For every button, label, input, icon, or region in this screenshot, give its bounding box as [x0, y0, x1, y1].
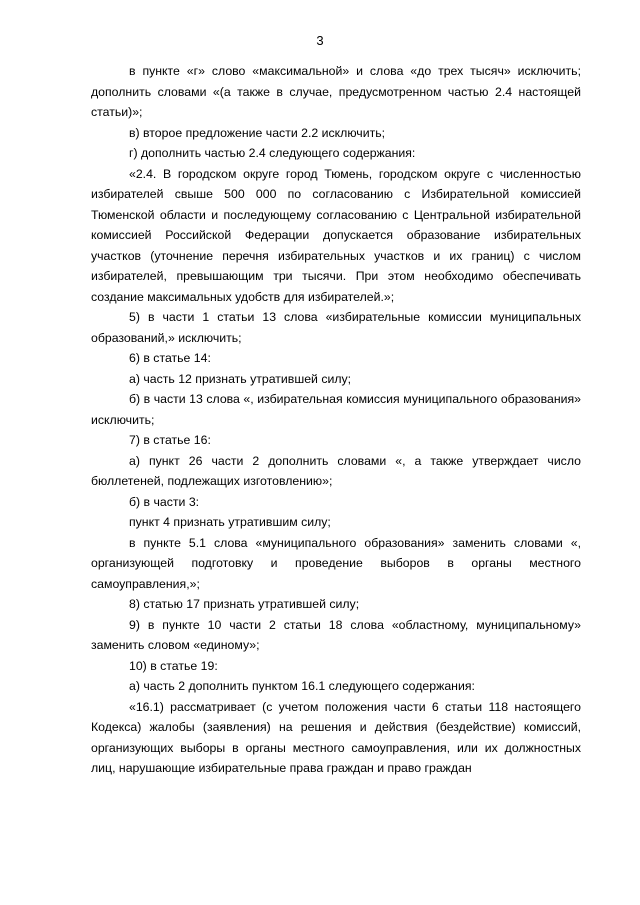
paragraph: г) дополнить частью 2.4 следующего содержания: — [129, 146, 416, 160]
paragraph: б) в части 13 слова «, избирательная комиссия муниципального образования» исключить; — [91, 392, 581, 427]
paragraph: 7) в статье 16: — [129, 433, 211, 447]
page-number: 3 — [316, 33, 324, 48]
paragraph: пункт 4 признать утратившим силу; — [129, 515, 331, 529]
paragraph: а) часть 2 дополнить пунктом 16.1 следующего содержания: — [129, 679, 475, 693]
document-body — [91, 61, 581, 779]
paragraph: а) часть 12 признать утратившей силу; — [129, 371, 352, 386]
paragraph: в пункте «г» слово «максимальной» и слова «до трех тысяч» исключить; дополнить словами «(а также в случае, предусмотренном частью 2.4 настоящей статьи)»; — [91, 64, 581, 119]
paragraph: а) пункт 26 части 2 дополнить словами «, а также утверждает число бюллетеней, подлежащих изготовлению»; — [91, 453, 581, 488]
paragraph: 10) в статье 19: — [129, 658, 218, 673]
paragraph: «2.4. В городском округе город Тюмень, городском округе с численностью избирателей свыше 500 000 по согласованию с Избирательной комиссией Тюменской области и последующему согласованию с Центральной избирательной комиссией Российской Федерации допускается образование избирательных участков (уточнение перечня избирательных участков и их границ) с числом избирателей, превышающим три тысячи. При этом необходимо обеспечивать создание максимальных удобств для избирателей.»; — [91, 166, 581, 304]
paragraph: в пункте 5.1 слова «муниципального образования» заменить словами «, организующей подготовку и проведение выборов в органы местного самоуправления,»; — [91, 535, 581, 591]
paragraph: 8) статью 17 признать утратившей силу; — [129, 597, 360, 611]
paragraph: «16.1) рассматривает (с учетом положения части 6 статьи 118 настоящего Кодекса) жалобы (заявления) на решения и действия (бездействие) комиссий, организующих выборы в органы местного самоуправления, или их должностных лиц, нарушающие избирательные права граждан и право граждан — [91, 699, 581, 775]
paragraph: 9) в пункте 10 части 2 статьи 18 слова «областному, муниципальному» заменить словом «единому»; — [91, 617, 581, 652]
paragraph: в) второе предложение части 2.2 исключить; — [129, 125, 386, 140]
paragraph: 6) в статье 14: — [129, 351, 211, 365]
paragraph: б) в части 3: — [129, 494, 200, 509]
paragraph: 5) в части 1 статьи 13 слова «избирательные комиссии муниципальных образований,» исключить; — [91, 310, 581, 345]
